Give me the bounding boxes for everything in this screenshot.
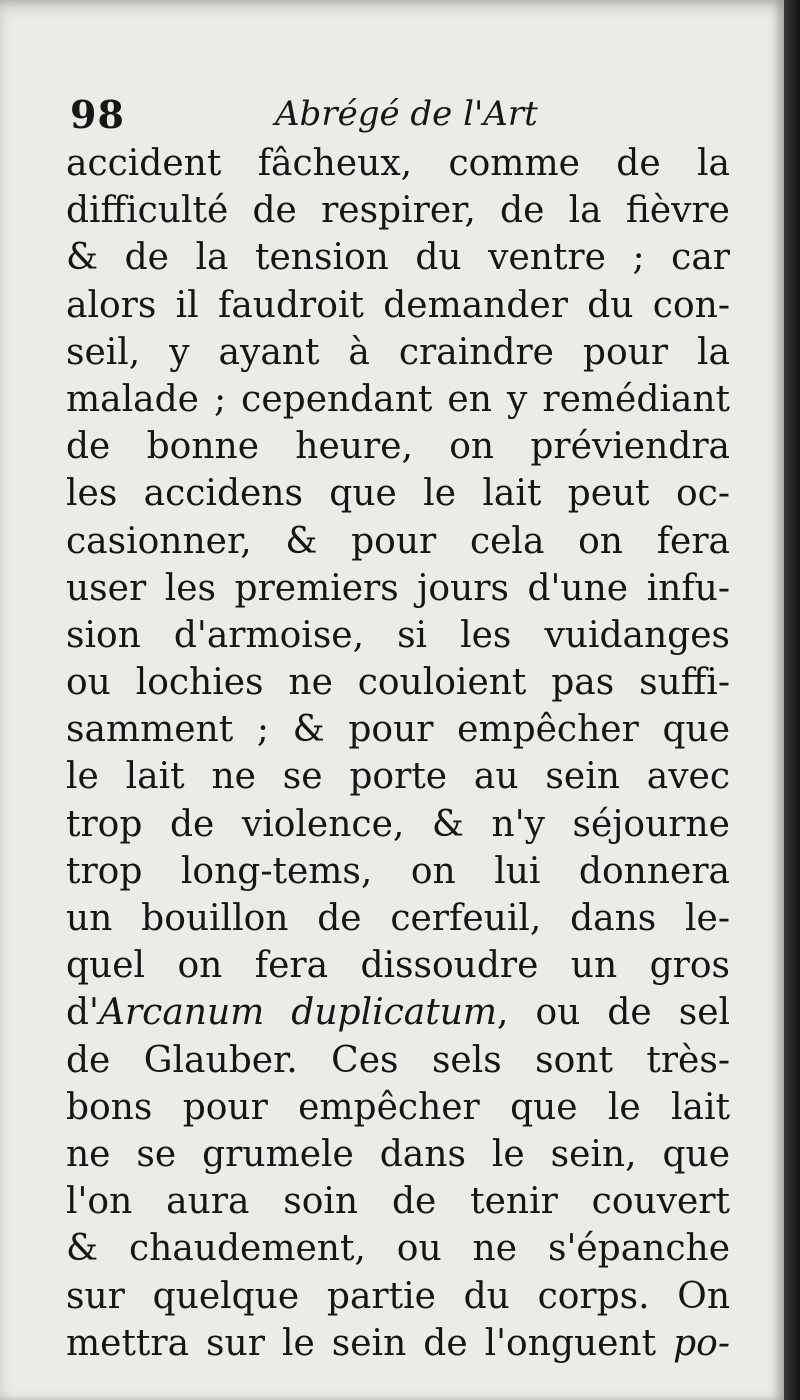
page-edge-shadow xyxy=(784,0,800,1400)
text-line: difficulté de respirer, de la fièvre xyxy=(66,190,730,232)
text-line: sur quelque partie du corps. On xyxy=(66,1275,730,1317)
text-line: de Glauber. Ces sels sont très- xyxy=(66,1039,730,1081)
text-line: ou lochies ne couloient pas suffi- xyxy=(66,662,730,704)
text-line-italic-term xyxy=(66,989,730,1036)
text-line: ne se grumele dans le sein, que xyxy=(66,1133,730,1175)
line-prefix: mettra sur le sein de l'onguent xyxy=(66,1322,674,1364)
text-line: de bonne heure, on préviendra xyxy=(66,426,730,468)
text-line: alors il faudroit demander du con- xyxy=(66,284,730,326)
text-line: & de la tension du ventre ; car xyxy=(66,237,730,279)
text-line: trop long-tems, on lui donnera xyxy=(66,850,730,892)
text-line: sion d'armoise, si les vuidanges xyxy=(66,614,730,656)
text-line: un bouillon de cerfeuil, dans le- xyxy=(66,898,730,939)
text-line: trop de violence, & n'y séjourne xyxy=(66,803,730,845)
text-line: samment ; & pour empêcher que xyxy=(66,709,730,751)
running-title: Abrégé de l'Art xyxy=(275,94,538,134)
text-line-last xyxy=(66,1320,730,1367)
text-line: casionner, & pour cela on fera xyxy=(66,520,730,562)
page-header xyxy=(70,92,730,142)
italic-fragment: po- xyxy=(673,1322,730,1364)
text-line: l'on aura soin de tenir couvert xyxy=(66,1181,730,1223)
text-line: quel on fera dissoudre un gros xyxy=(66,945,730,987)
text-line: accident fâcheux, comme de la xyxy=(66,143,730,184)
italic-term: Arcanum duplicatum xyxy=(98,992,498,1034)
text-line: le lait ne se porte au sein avec xyxy=(66,756,730,798)
text-line: seil, y ayant à craindre pour la xyxy=(66,331,730,373)
text-line: malade ; cependant en y remédiant xyxy=(66,378,730,420)
page-number: 98 xyxy=(70,92,125,137)
text-line: les accidens que le lait peut oc- xyxy=(66,473,730,515)
text-line: bons pour empêcher que le lait xyxy=(66,1086,730,1128)
body-text xyxy=(66,140,730,1367)
line-prefix: d' xyxy=(66,992,99,1034)
text-line: user les premiers jours d'une infu- xyxy=(66,567,730,609)
text-line: & chaudement, ou ne s'épanche xyxy=(66,1228,730,1270)
line-suffix: , ou de sel xyxy=(497,992,731,1034)
